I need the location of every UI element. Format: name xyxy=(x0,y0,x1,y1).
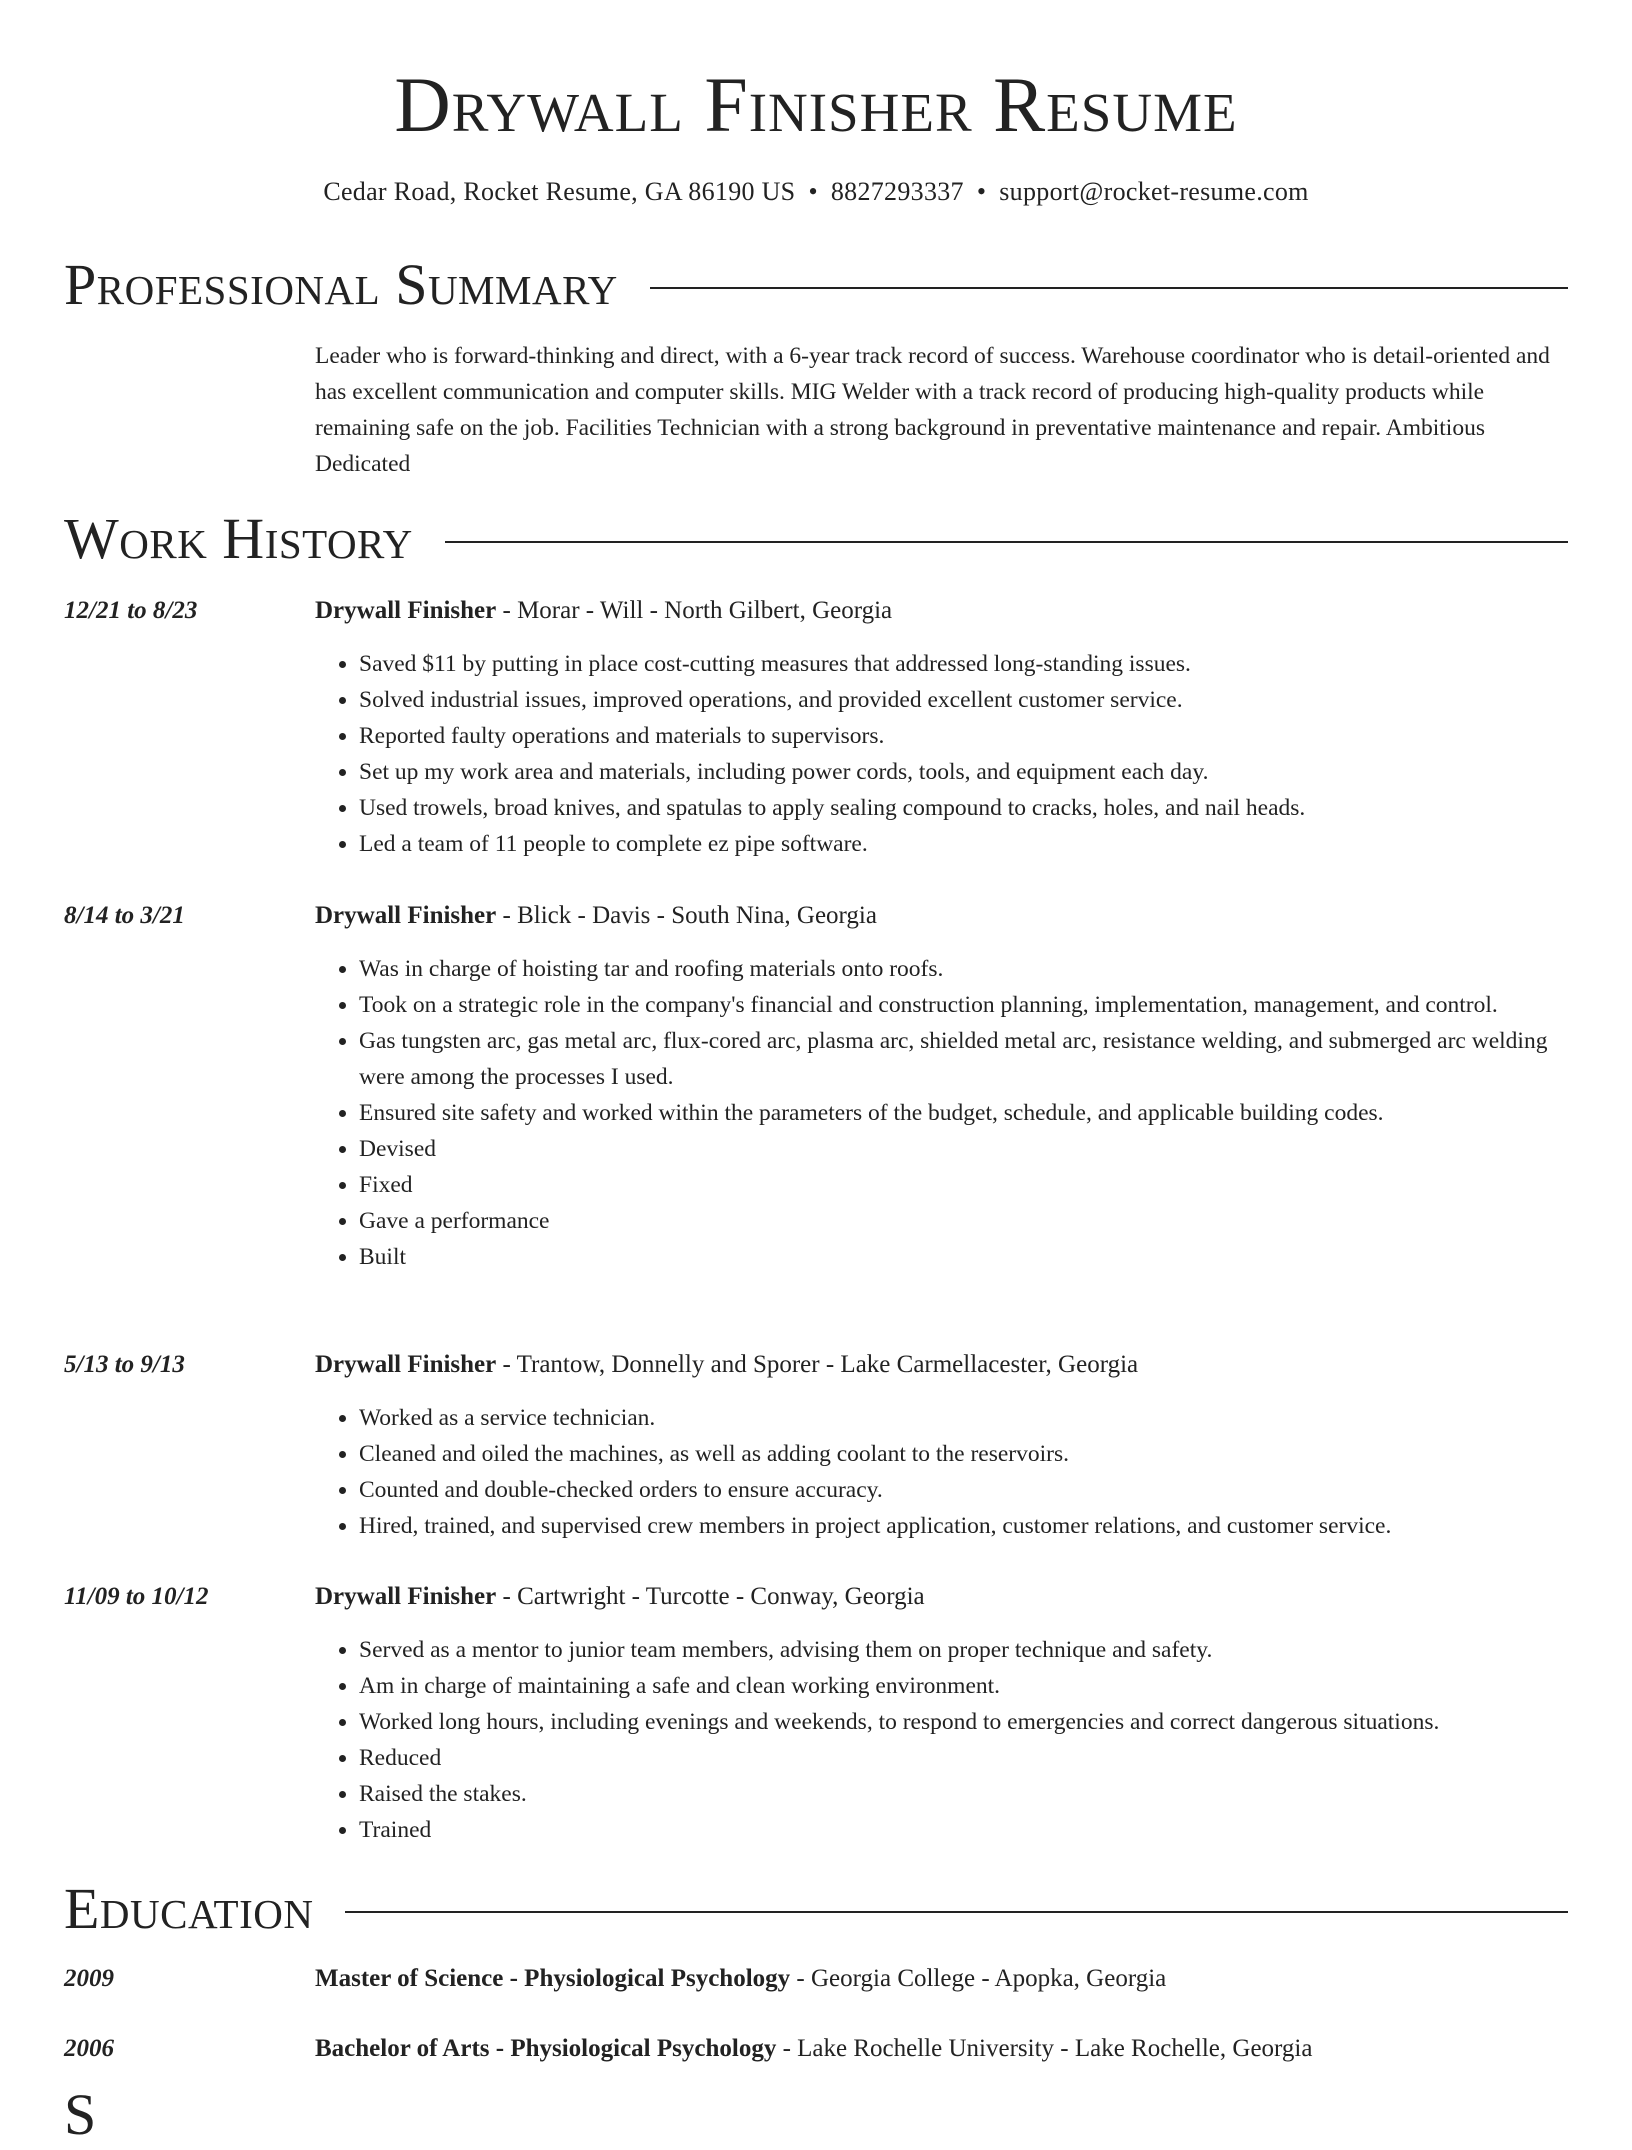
job-title: Drywall Finisher xyxy=(315,597,497,624)
job-bullet: • Reported faulty operations and materials to supervisors. xyxy=(359,718,1575,754)
job-bullet: • Ensured site safety and worked within the parameters of the budget, schedule, and applicable building codes. xyxy=(359,1095,1575,1131)
education-entry xyxy=(315,2031,1575,2067)
job-details: - Morar - Will - North Gilbert, Georgia xyxy=(496,597,893,624)
summary-text: Leader who is forward-thinking and direct, with a 6-year track record of success. Warehouse coordinator who is detail-oriented and has excellent communication and computer skills. MIG Welder with a track record of producing high-quality products while remaining safe on the job. Facilities Technician with a strong background in preventative maintenance and repair. Ambitious Dedicated xyxy=(315,343,1550,477)
section-divider xyxy=(650,287,1568,289)
job-bullet: • Took on a strategic role in the company's financial and construction planning, implementation, management, and control. xyxy=(359,987,1575,1023)
job-bullet: • Served as a mentor to junior team members, advising them on proper technique and safety. xyxy=(359,1632,1575,1668)
job-title: Drywall Finisher xyxy=(315,1351,497,1378)
job-heading xyxy=(315,1579,1575,1615)
summary-section-header xyxy=(64,250,1568,320)
contact-email: support@rocket-resume.com xyxy=(999,177,1309,206)
job-dates: 11/09 to 10/12 xyxy=(64,1583,209,1610)
job-heading xyxy=(315,1347,1575,1383)
education-entry xyxy=(315,1961,1575,1997)
job-heading xyxy=(315,593,1575,629)
contact-line xyxy=(0,174,1632,210)
job-bullet: • Hired, trained, and supervised crew members in project application, customer relations, and customer service. xyxy=(359,1508,1575,1544)
job-bullet: • Built xyxy=(359,1239,1575,1275)
resume-title: Drywall Finisher Resume xyxy=(394,61,1238,148)
education-degree: Bachelor of Arts - Physiological Psychology xyxy=(315,2035,777,2062)
job-details: - Blick - Davis - South Nina, Georgia xyxy=(496,902,877,929)
section-divider xyxy=(445,541,1568,543)
education-heading: Education xyxy=(64,1876,314,1941)
job-bullet: • Saved $11 by putting in place cost-cutting measures that addressed long-standing issues. xyxy=(359,646,1575,682)
job-bullet: • Trained xyxy=(359,1812,1575,1848)
job-bullet: • Was in charge of hoisting tar and roofing materials onto roofs. xyxy=(359,951,1575,987)
job-bullet: • Counted and double-checked orders to ensure accuracy. xyxy=(359,1472,1575,1508)
next-section-heading-partial: S xyxy=(64,2082,97,2147)
job-bullets xyxy=(315,1400,1575,1544)
job-bullets xyxy=(315,1632,1575,1848)
job-bullet: • Set up my work area and materials, including power cords, tools, and equipment each day. xyxy=(359,754,1575,790)
education-degree: Master of Science - Physiological Psychology xyxy=(315,1965,791,1992)
job-details: - Cartwright - Turcotte - Conway, Georgia xyxy=(496,1583,925,1610)
job-bullet: • Gave a performance xyxy=(359,1203,1575,1239)
education-details: - Georgia College - Apopka, Georgia xyxy=(790,1965,1167,1992)
job-dates: 12/21 to 8/23 xyxy=(64,597,198,624)
job-bullet: • Devised xyxy=(359,1131,1575,1167)
contact-phone: 8827293337 xyxy=(830,177,964,206)
job-title: Drywall Finisher xyxy=(315,1583,497,1610)
job-bullet: • Am in charge of maintaining a safe and clean working environment. xyxy=(359,1668,1575,1704)
summary-heading: Professional Summary xyxy=(64,252,618,317)
job-bullet: • Used trowels, broad knives, and spatulas to apply sealing compound to cracks, holes, and nail heads. xyxy=(359,790,1575,826)
job-bullet: • Gas tungsten arc, gas metal arc, flux-cored arc, plasma arc, shielded metal arc, resistance welding, and submerged arc welding were among the processes I used. xyxy=(359,1023,1575,1095)
job-bullet: • Cleaned and oiled the machines, as well as adding coolant to the reservoirs. xyxy=(359,1436,1575,1472)
job-bullet: • Reduced xyxy=(359,1740,1575,1776)
contact-separator: • xyxy=(808,177,818,206)
job-bullets xyxy=(315,951,1575,1275)
job-details: - Trantow, Donnelly and Sporer - Lake Carmellacester, Georgia xyxy=(496,1351,1139,1378)
job-bullet: • Fixed xyxy=(359,1167,1575,1203)
job-heading xyxy=(315,898,1575,934)
education-year: 2006 xyxy=(64,2035,114,2062)
job-bullet: • Raised the stakes. xyxy=(359,1776,1575,1812)
education-year: 2009 xyxy=(64,1965,114,1992)
contact-separator: • xyxy=(976,177,987,206)
job-bullet: • Solved industrial issues, improved operations, and provided excellent customer service. xyxy=(359,682,1575,718)
job-bullet: • Worked as a service technician. xyxy=(359,1400,1575,1436)
section-divider xyxy=(345,1911,1568,1913)
work-heading: Work History xyxy=(64,506,413,571)
job-dates: 5/13 to 9/13 xyxy=(64,1351,185,1378)
education-details: - Lake Rochelle University - Lake Rochelle, Georgia xyxy=(776,2035,1313,2062)
contact-address: Cedar Road, Rocket Resume, GA 86190 US xyxy=(323,177,796,206)
job-title: Drywall Finisher xyxy=(315,902,497,929)
job-bullets xyxy=(315,646,1575,862)
job-bullet: • Led a team of 11 people to complete ez pipe software. xyxy=(359,826,1575,862)
job-dates: 8/14 to 3/21 xyxy=(64,902,185,929)
work-section-header xyxy=(64,504,1568,574)
education-section-header xyxy=(64,1874,1568,1944)
job-bullet: • Worked long hours, including evenings and weekends, to respond to emergencies and correct dangerous situations. xyxy=(359,1704,1575,1740)
